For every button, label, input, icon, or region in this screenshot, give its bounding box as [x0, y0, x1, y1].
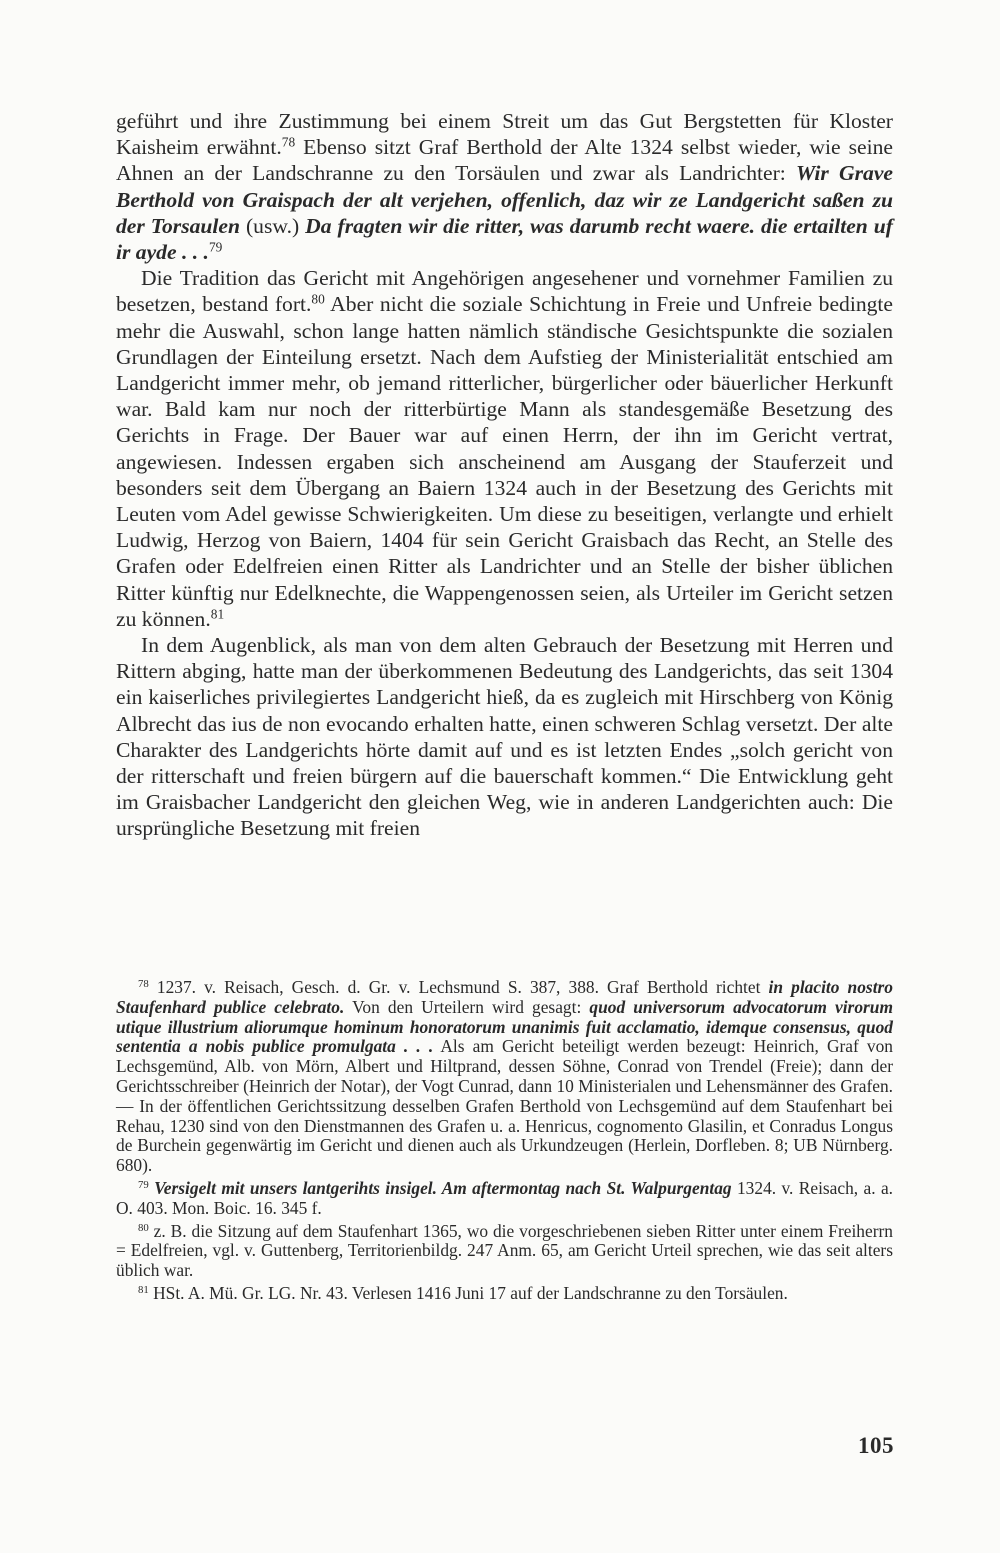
- footnotes: [116, 978, 893, 1307]
- quote-italic: quod universorum advocatorum virorum utique illustrium aliorumque hominum honoratorum unanimis fuit acclamatio, idemque consensus, quod sententia a nobis publice promulgata . . .: [116, 996, 893, 1057]
- text-run: Von den Urteilern wird gesagt:: [344, 996, 590, 1017]
- text-run: HSt. A. Mü. Gr. LG. Nr. 43. Verlesen 1416 Juni 17 auf der Landschranne zu den Torsäulen.: [148, 1282, 788, 1303]
- footnote-number: 79: [138, 1179, 149, 1192]
- paragraph-2: [116, 265, 893, 632]
- text-run: z. B. die Sitzung auf dem Staufenhart 1365, wo die vorgeschriebenen sieben Ritter unter einem Freiherrn = Edelfreien, vgl. v. Guttenberg, Territorienbildg. 247 Anm. 65, am Gericht Urteil sprechen, wie das seit alters üblich war.: [116, 1220, 893, 1281]
- footnote-ref-81: 81: [210, 606, 225, 622]
- footnote-ref-80: 80: [311, 292, 325, 308]
- text-run: Als am Gericht beteiligt werden bezeugt: Heinrich, Graf von Lechsgemünd, Alb. von Mörn, Albert und Hiltprand, dessen Söhne, Conrad von Trendel (Freie); dann der Gerichtsschreiber (Heinrich der Notar), der Vogt Cunrad, dann 10 Ministerialen und Lehensmänner des Grafen. — In der öffentlichen Gerichtssitzung desselben Grafen Berthold von Lechsgemünd auf dem Staufenhart bei Rehau, 1230 sind von den Dienstmannen des Grafen u. a. Henricus, cognomento Glasilin, et Conradus Longus de Burchein gegenwärtig im Gericht und dienen auch als Urkundzeugen (Herlein, Dorfleben. 8; UB Nürnberg. 680).: [116, 1036, 894, 1176]
- text-run: In dem Augenblick, als man von dem alten Gebrauch der Besetzung mit Herren und Rittern abging, hatte man der überkommenen Bedeutung des Landgerichts, das seit 1304 ein kaiserliches privilegiertes Landgericht hieß, da es zugleich mit Hirschberg von König Albrecht das ius de non evocando erhalten hatte, einen schweren Schlag versetzt. Der alte Charakter des Landgerichts hörte damit auf und es ist letzten Endes „solch gericht von der ritterschaft und freien bürgern auf die bauerschaft kommen.“ Die Entwicklung geht im Graisbacher Landgericht den gleichen Weg, wie in anderen Landgerichten auch: Die ursprüngliche Besetzung mit freien: [116, 633, 893, 841]
- footnote-81: [116, 1284, 893, 1304]
- footnote-80: [116, 1222, 893, 1281]
- text-run: Die Tradition das Gericht mit Angehörigen angesehener und vornehmer Familien zu besetzen, bestand fort.: [116, 266, 893, 317]
- quote-italic: in placito nostro Staufenhard publice celebrato.: [116, 977, 893, 1017]
- text-run: (usw.): [240, 213, 306, 238]
- text-run: 1237. v. Reisach, Gesch. d. Gr. v. Lechsmund S. 387, 388. Graf Berthold richtet: [148, 977, 769, 997]
- footnote-ref-78: 78: [281, 134, 296, 150]
- quote-italic: Wir Grave Berthold von Graispach der alt verjehen, offenlich, daz wir ze Landgericht saßen zu der Torsaulen: [116, 161, 893, 238]
- text-run: geführt und ihre Zustimmung bei einem Streit um das Gut Bergstetten für Kloster Kaisheim erwähnt.: [116, 109, 893, 160]
- page-number: 105: [858, 1433, 894, 1458]
- footnote-number: 80: [138, 1221, 149, 1234]
- footnote-number: 78: [138, 978, 149, 991]
- footnote-79: [116, 1179, 893, 1219]
- footnote-number: 81: [138, 1284, 149, 1297]
- text-run: Ebenso sitzt Graf Berthold der Alte 1324 selbst wieder, wie seine Ahnen an der Landschranne zu den Torsäulen und zwar als Landrichter:: [116, 135, 893, 186]
- footnote-78: [116, 978, 893, 1176]
- quote-italic: Da fragten wir die ritter, was darumb recht waere. die ertailten uf ir ayde . . .: [116, 213, 893, 265]
- footnote-ref-79: 79: [208, 239, 223, 255]
- quote-italic: Versigelt mit unsers lantgerihts insigel. Am aftermontag nach St. Walpurgentag: [148, 1177, 732, 1198]
- paragraph-3: [116, 632, 893, 842]
- text-run: Aber nicht die soziale Schichtung in Freie und Unfreie bedingte mehr die Auswahl, schon lange hatten nämlich ständische Gesichtspunkte die sozialen Grundlagen der Einteilung ersetzt. Nach dem Aufstieg der Ministerialität entschied am Landgericht immer mehr, ob jemand ritterlicher, bürgerlicher oder bäuerlicher Herkunft war. Bald kam nur noch der ritterbürtige Mann als standesgemäße Besetzung des Gerichts in Frage. Der Bauer war auf einen Herrn, der ihn im Gericht vertrat, angewiesen. Indessen ergaben sich anscheinend am Ausgang der Stauferzeit und besonders seit dem Übergang an Baiern 1324 auch in der Besetzung des Gerichts mit Leuten vom Adel gewisse Schwierigkeiten. Um diese zu beseitigen, verlangte und erhielt Ludwig, Herzog von Baiern, 1404 für sein Gericht Graisbach das Recht, an Stelle des Grafen oder Edelfreien einen Ritter als Landrichter und an Stelle der bisher üblichen Ritter künftig nur Edelknechte, die Wappengenossen seien, als Urteiler im Gericht setzen zu können.: [116, 292, 893, 631]
- text-run: 1324. v. Reisach, a. a. O. 403. Mon. Boic. 16. 345 f.: [116, 1177, 894, 1218]
- paragraph-1: [116, 108, 893, 265]
- main-text: [116, 108, 893, 842]
